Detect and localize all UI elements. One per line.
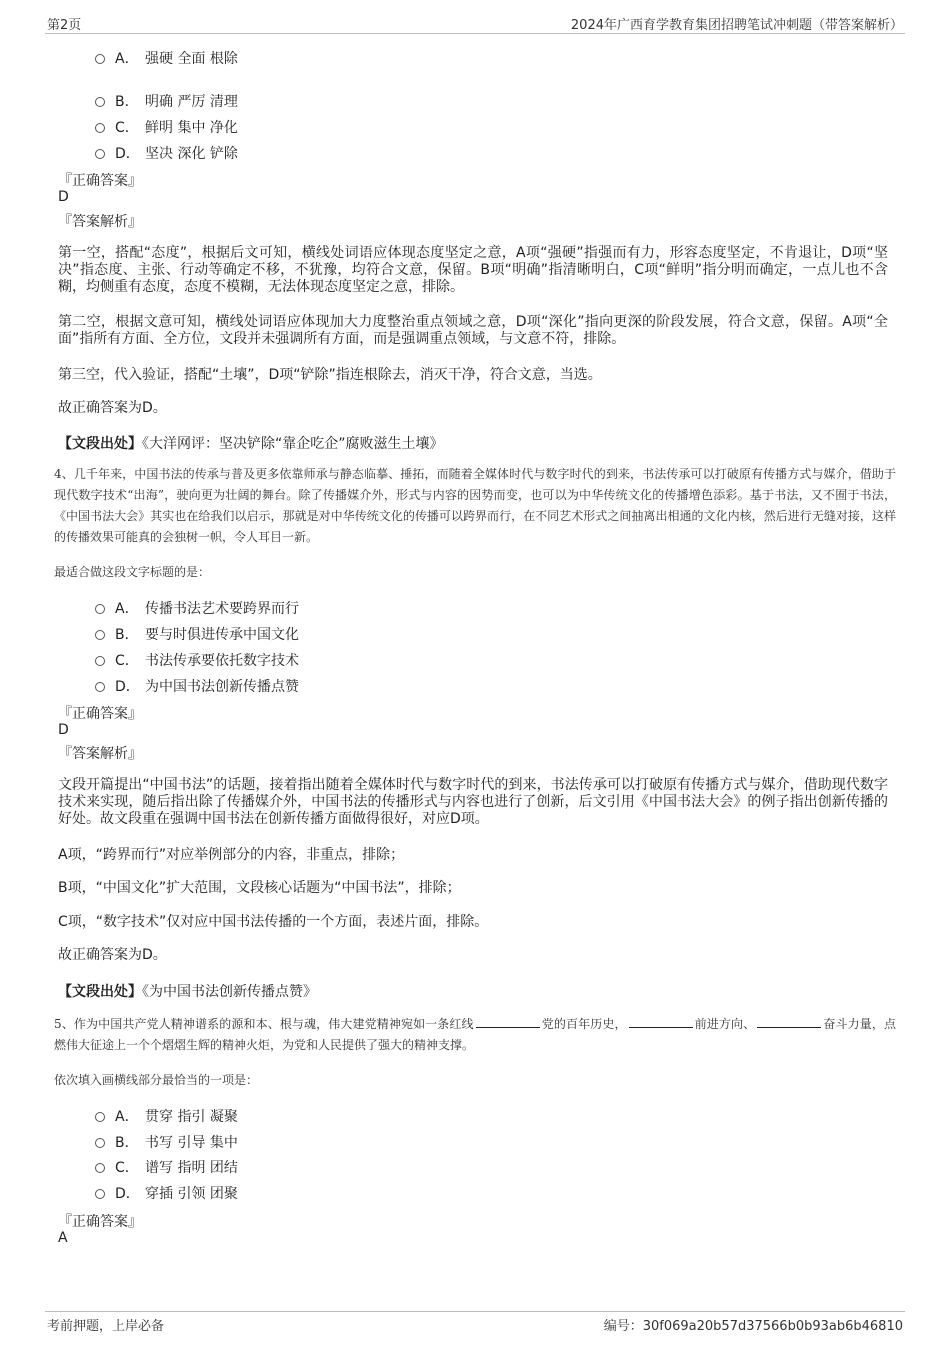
q5-question-text: 5、作为中国共产党人精神谱系的源和本、根与魂，伟大建党精神宛如一条红线 党的百年历史， 前进方向、 奋斗力量，点燃伟大征途上一个个熠熠生辉的精神火炬，为党和人民提供了强大的精神支撑。 — [54, 1017, 896, 1052]
q3-analysis-p2: 第二空，根据文意可知，横线处词语应体现加大力度整治重点领域之意，D项“深化”指向更深的阶段发展，符合文意，保留。A项“全面”指所有方面、全方位，文段并未强调所有方面，而是强调重点领域，与文意不符，排除。 — [58, 314, 888, 347]
page-number: 第2页 — [47, 18, 82, 33]
radio-icon[interactable] — [95, 604, 105, 614]
q5-option-a[interactable]: A． 贯穿 指引 凝聚 — [95, 1106, 238, 1126]
q4-analysis-p4: C项，“数字技术”仅对应中国书法传播的一个方面，表述片面，排除。 — [58, 914, 489, 930]
q5-option-c[interactable]: C． 谱写 指明 团结 — [95, 1157, 238, 1177]
q3-analysis-p4: 故正确答案为D。 — [58, 400, 167, 416]
header-divider — [45, 33, 905, 34]
q3-option-b[interactable]: B． 明确 严厉 清理 — [95, 91, 238, 111]
q4-analysis-p5: 故正确答案为D。 — [58, 947, 167, 963]
q3-option-d[interactable]: D． 坚决 深化 铲除 — [95, 143, 238, 163]
radio-icon[interactable] — [95, 54, 105, 64]
radio-icon[interactable] — [95, 1138, 105, 1148]
q3-option-a[interactable]: A． 强硬 全面 根除 — [95, 48, 238, 68]
blank-2 — [629, 1015, 693, 1028]
q3-answer-label: 『正确答案』 — [58, 173, 142, 189]
q5-answer: A — [58, 1230, 68, 1246]
q4-analysis-p3: B项，“中国文化”扩大范围，文段核心话题为“中国书法”，排除； — [58, 880, 461, 896]
q4-option-a[interactable]: A． 传播书法艺术要跨界而行 — [95, 598, 299, 618]
q3-analysis-label: 『答案解析』 — [58, 214, 142, 230]
q3-answer: D — [58, 189, 69, 205]
radio-icon[interactable] — [95, 123, 105, 133]
q4-option-b[interactable]: B． 要与时俱进传承中国文化 — [95, 624, 299, 644]
q4-question-text: 4、几千年来，中国书法的传承与普及更多依靠师承与静态临摹、捶拓，而随着全媒体时代与数字时代的到来，书法传承可以打破原有传播方式与媒介，借助于现代数字技术“出海”，驶向更为壮阔的舞台。除了传播媒介外，形式与内容的因势而变，也可以为中华传统文化的传播增色添彩。基于书法，又不囿于书法，《中国书法大会》其实也在给我们以启示，那就是对中华传统文化的传播可以跨界而行，在不同艺术形式之间抽离出相通的文化内核，然后进行无缝对接，这样的传播效果可能真的会独树一帜，令人耳目一新。 — [54, 467, 896, 544]
document-code: 编号：30f069a20b57d37566b0b93ab6b46810 — [603, 1319, 903, 1334]
q4-option-d[interactable]: D． 为中国书法创新传播点赞 — [95, 676, 299, 696]
q4-analysis-p1: 文段开篇提出“中国书法”的话题，接着指出随着全媒体时代与数字时代的到来，书法传承可以打破原有传播方式与媒介，借助现代数字技术来实现，随后指出除了传播媒介外，中国书法的传播形式与内容也进行了创新，后文引用《中国书法大会》的例子指出创新传播的好处。故文段重在强调中国书法在创新传播方面做得很好，对应D项。 — [58, 777, 888, 827]
q5-answer-label: 『正确答案』 — [58, 1214, 142, 1230]
q5-option-d[interactable]: D． 穿插 引领 团聚 — [95, 1183, 238, 1203]
q4-source: 【文段出处】《为中国书法创新传播点赞》 — [58, 984, 317, 1000]
radio-icon[interactable] — [95, 97, 105, 107]
q3-analysis-p3: 第三空，代入验证，搭配“土壤”，D项“铲除”指连根除去，消灭干净，符合文意，当选。 — [58, 367, 602, 383]
q4-answer: D — [58, 722, 69, 738]
q4-analysis-label: 『答案解析』 — [58, 746, 142, 762]
blank-1 — [476, 1015, 540, 1028]
blank-3 — [757, 1015, 821, 1028]
footer-slogan: 考前押题，上岸必备 — [47, 1319, 165, 1334]
radio-icon[interactable] — [95, 656, 105, 666]
q5-prompt: 依次填入画横线部分最恰当的一项是： — [54, 1073, 259, 1087]
footer-divider — [45, 1311, 905, 1312]
radio-icon[interactable] — [95, 149, 105, 159]
radio-icon[interactable] — [95, 1112, 105, 1122]
q4-analysis-p2: A项，“跨界而行”对应举例部分的内容，非重点，排除； — [58, 847, 405, 863]
radio-icon[interactable] — [95, 1163, 105, 1173]
q3-analysis-p1: 第一空，搭配“态度”，根据后文可知，横线处词语应体现态度坚定之意，A项“强硬”指强而有力，形容态度坚定，不肯退让，D项“坚决”指态度、主张、行动等确定不移，不犹豫，均符合文意，保留。B项“明确”指清晰明白，C项“鲜明”指分明而确定，一点儿也不含糊，均侧重有态度，态度不模糊，无法体现态度坚定之意，排除。 — [58, 245, 888, 295]
q3-source: 【文段出处】《大洋网评：坚决铲除“靠企吃企”腐败滋生土壤》 — [58, 436, 444, 452]
document-title: 2024年广西育学教育集团招聘笔试冲刺题（带答案解析） — [570, 18, 903, 33]
q4-option-c[interactable]: C． 书法传承要依托数字技术 — [95, 650, 299, 670]
q4-answer-label: 『正确答案』 — [58, 706, 142, 722]
radio-icon[interactable] — [95, 630, 105, 640]
q3-option-c[interactable]: C． 鲜明 集中 净化 — [95, 117, 238, 137]
q5-option-b[interactable]: B． 书写 引导 集中 — [95, 1132, 238, 1152]
radio-icon[interactable] — [95, 682, 105, 692]
radio-icon[interactable] — [95, 1189, 105, 1199]
q4-prompt: 最适合做这段文字标题的是： — [54, 565, 211, 579]
